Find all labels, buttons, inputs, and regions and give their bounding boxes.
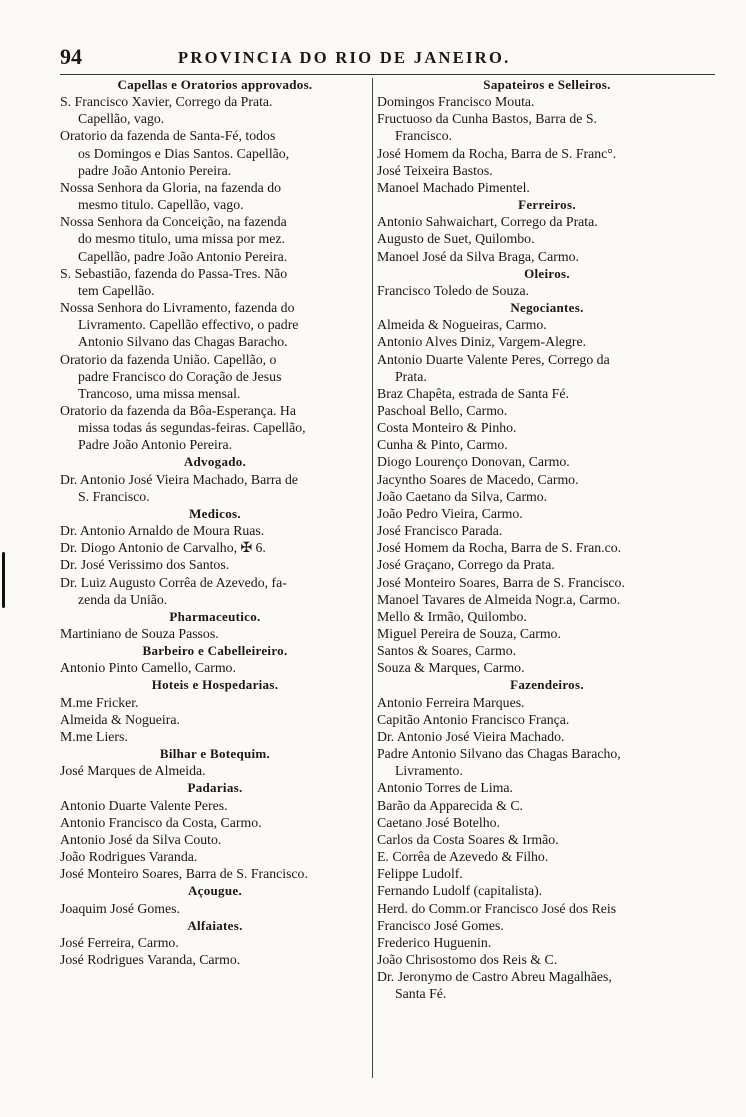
directory-line: Trancoso, uma missa mensal.	[78, 385, 241, 401]
directory-line: Antonio Alves Diniz, Vargem-Alegre.	[377, 334, 587, 350]
directory-line: Almeida & Nogueira.	[60, 711, 180, 727]
directory-line: M.me Liers.	[60, 728, 128, 744]
directory-line: Dr. Antonio Arnaldo de Moura Ruas.	[60, 523, 265, 539]
directory-line: Caetano José Botelho.	[377, 814, 500, 830]
directory-line: Dr. Diogo Antonio de Carvalho, ✠ 6.	[60, 540, 266, 556]
directory-line: Nossa Senhora da Conceição, na fazenda	[60, 214, 287, 230]
directory-line: Manoel Tavares de Almeida Nogr.a, Carmo.	[377, 591, 621, 607]
section-heading: Medicos.	[189, 505, 241, 521]
directory-line: João Rodrigues Varanda.	[60, 849, 198, 865]
page-number: 94	[60, 44, 82, 69]
directory-line: Oratorio da fazenda de Santa-Fé, todos	[60, 128, 276, 144]
directory-line: João Caetano da Silva, Carmo.	[377, 488, 548, 504]
section-heading: Pharmaceutico.	[169, 608, 261, 624]
directory-line: José Homem da Rocha, Barra de S. Fran.co.	[377, 540, 622, 556]
directory-line: S. Francisco.	[78, 488, 150, 504]
directory-line: Fructuoso da Cunha Bastos, Barra de S.	[377, 111, 597, 127]
directory-line: Antonio José da Silva Couto.	[60, 831, 222, 847]
section-heading: Bilhar e Botequim.	[159, 746, 271, 762]
directory-line: Barão da Apparecida & C.	[377, 797, 523, 813]
directory-line: padre Francisco do Coração de Jesus	[78, 368, 282, 384]
directory-line: S. Francisco Xavier, Corrego da Prata.	[60, 94, 273, 110]
directory-line: José Monteiro Soares, Barra de S. Francisco.	[377, 574, 625, 590]
section-heading: Alfaiates.	[187, 917, 243, 933]
directory-line: zenda da União.	[78, 591, 168, 607]
directory-line: Antonio Duarte Valente Peres, Corrego da	[377, 351, 610, 367]
directory-line: Carlos da Costa Soares & Irmão.	[377, 831, 559, 847]
right-column	[377, 76, 717, 1002]
directory-line: Santos & Soares, Carmo.	[377, 643, 517, 659]
directory-line: Nossa Senhora do Livramento, fazenda do	[60, 300, 295, 316]
directory-line: Santa Fé.	[395, 986, 447, 1002]
directory-line: Antonio Pinto Camello, Carmo.	[60, 660, 236, 676]
directory-line: Dr. Jeronymo de Castro Abreu Magalhães,	[377, 969, 612, 985]
directory-line: tem Capellão.	[78, 282, 155, 298]
section-heading: Capellas e Oratorios approvados.	[117, 77, 313, 92]
column-divider	[372, 78, 373, 1078]
directory-line: José Marques de Almeida.	[60, 763, 206, 779]
directory-line: Frederico Huguenin.	[377, 934, 492, 950]
directory-line: Padre Antonio Silvano das Chagas Baracho,	[377, 746, 621, 762]
directory-line: Costa Monteiro & Pinho.	[377, 420, 517, 436]
directory-line: E. Corrêa de Azevedo & Filho.	[377, 849, 549, 865]
directory-line: os Domingos e Dias Santos. Capellão,	[78, 145, 290, 161]
directory-line: José Homem da Rocha, Barra de S. Franc°.	[377, 145, 617, 161]
directory-line: João Chrisostomo dos Reis & C.	[377, 951, 558, 967]
section-heading: Hoteis e Hospedarias.	[151, 677, 279, 693]
directory-line: José Monteiro Soares, Barra de S. Francisco.	[60, 866, 308, 882]
directory-line: do mesmo titulo, uma missa por mez.	[78, 231, 285, 247]
section-heading: Oleiros.	[524, 265, 570, 281]
directory-line: Antonio Sahwaichart, Corrego da Prata.	[377, 214, 598, 230]
directory-line: M.me Fricker.	[60, 694, 139, 710]
directory-line: padre João Antonio Pereira.	[78, 162, 232, 178]
directory-line: Fernando Ludolf (capitalista).	[377, 883, 543, 899]
directory-line: Souza & Marques, Carmo.	[377, 660, 525, 676]
directory-line: Augusto de Suet, Quilombo.	[377, 231, 535, 247]
directory-line: Antonio Francisco da Costa, Carmo.	[60, 814, 262, 830]
directory-line: Antonio Duarte Valente Peres.	[60, 797, 228, 813]
directory-line: Miguel Pereira de Souza, Carmo.	[377, 626, 561, 641]
directory-line: Mello & Irmão, Quilombo.	[377, 608, 527, 624]
directory-line: José Ferreira, Carmo.	[60, 934, 179, 950]
directory-line: mesmo titulo. Capellão, vago.	[78, 197, 244, 213]
directory-line: Dr. Antonio José Vieira Machado, Barra de	[60, 471, 299, 487]
directory-line: José Graçano, Corrego da Prata.	[377, 557, 555, 573]
directory-line: Herd. do Comm.or Francisco José dos Reis	[377, 900, 617, 916]
directory-line: Francisco.	[395, 128, 453, 144]
directory-line: Antonio Silvano das Chagas Baracho.	[78, 334, 288, 350]
section-heading: Barbeiro e Cabelleireiro.	[142, 643, 288, 659]
running-title: PROVINCIA DO RIO DE JANEIRO.	[178, 48, 511, 67]
directory-line: missa todas ás segundas-feiras. Capellão,	[78, 420, 306, 436]
directory-line: Felippe Ludolf.	[377, 866, 463, 882]
directory-line: Antonio Ferreira Marques.	[377, 694, 525, 710]
directory-line: Braz Chapêta, estrada de Santa Fé.	[377, 385, 569, 401]
directory-line: José Teixeira Bastos.	[377, 162, 493, 178]
directory-line: Prata.	[395, 368, 427, 384]
directory-line: Antonio Torres de Lima.	[377, 780, 513, 796]
directory-line: Martiniano de Souza Passos.	[60, 626, 219, 641]
directory-line: Livramento. Capellão effectivo, o padre	[78, 317, 299, 333]
section-heading: Advogado.	[183, 454, 247, 470]
directory-line: Dr. Luiz Augusto Corrêa de Azevedo, fa-	[60, 574, 287, 590]
directory-line: Francisco Toledo de Souza.	[377, 282, 530, 298]
directory-line: Domingos Francisco Mouta.	[377, 94, 535, 110]
directory-line: José Francisco Parada.	[377, 523, 503, 539]
section-heading: Açougue.	[187, 883, 243, 899]
directory-line: Joaquim José Gomes.	[60, 900, 180, 916]
directory-line: Diogo Lourenço Donovan, Carmo.	[377, 454, 570, 470]
directory-line: Oratorio da fazenda da Bôa-Esperança. Ha	[60, 402, 296, 418]
section-heading: Negociantes.	[510, 300, 584, 316]
directory-line: Nossa Senhora da Gloria, na fazenda do	[60, 179, 282, 195]
directory-line: Capellão, vago.	[78, 111, 165, 127]
directory-line: Capellão, padre João Antonio Pereira.	[78, 248, 288, 264]
directory-line: Manoel José da Silva Braga, Carmo.	[377, 248, 579, 264]
directory-line: Jacyntho Soares de Macedo, Carmo.	[377, 471, 579, 487]
section-heading: Padarias.	[187, 780, 243, 796]
directory-line: Almeida & Nogueiras, Carmo.	[377, 317, 547, 333]
directory-line: João Pedro Vieira, Carmo.	[377, 505, 523, 521]
directory-line: José Rodrigues Varanda, Carmo.	[60, 951, 241, 967]
section-heading: Fazendeiros.	[510, 677, 584, 693]
directory-line: Manoel Machado Pimentel.	[377, 179, 530, 195]
section-heading: Ferreiros.	[518, 197, 576, 213]
directory-line: Francisco José Gomes.	[377, 917, 504, 933]
directory-line: S. Sebastião, fazenda do Passa-Tres. Não	[60, 265, 288, 281]
left-column	[60, 76, 370, 968]
directory-line: Cunha & Pinto, Carmo.	[377, 437, 508, 453]
section-heading: Sapateiros e Selleiros.	[483, 77, 611, 92]
directory-line: Oratorio da fazenda União. Capellão, o	[60, 351, 277, 367]
header-rule	[60, 74, 715, 75]
directory-line: Dr. Antonio José Vieira Machado.	[377, 728, 565, 744]
directory-line: Padre João Antonio Pereira.	[78, 437, 233, 453]
margin-bracket	[2, 552, 5, 608]
directory-line: Livramento.	[395, 763, 463, 779]
directory-line: Paschoal Bello, Carmo.	[377, 402, 508, 418]
directory-line: Capitão Antonio Francisco França.	[377, 711, 570, 727]
page-header	[0, 44, 746, 72]
directory-line: Dr. José Verissimo dos Santos.	[60, 557, 230, 573]
